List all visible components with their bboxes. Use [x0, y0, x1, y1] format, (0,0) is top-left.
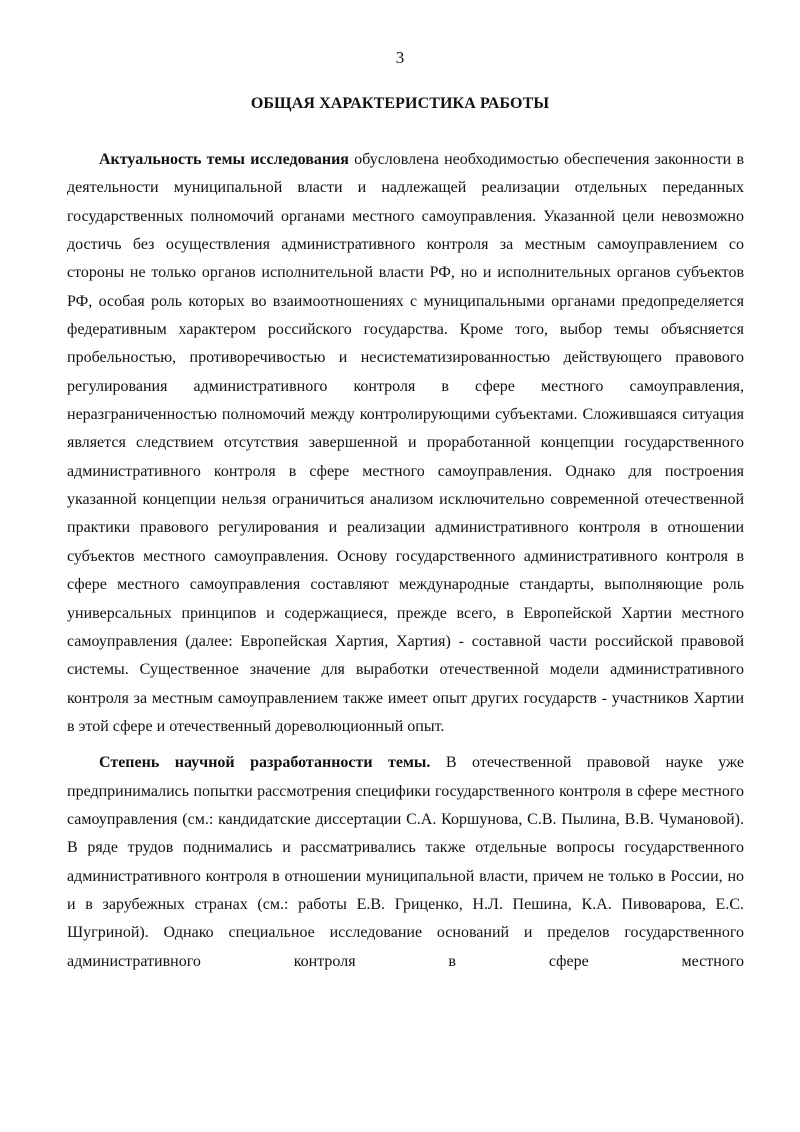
- paragraph-lead: Актуальность темы исследования: [99, 151, 349, 168]
- section-title: ОБЩАЯ ХАРАКТЕРИСТИКА РАБОТЫ: [250, 95, 550, 112]
- paragraph-text: В отечественной правовой науке уже предпринимались попытки рассмотрения специфики государственного контроля в сфере местного самоуправления (см.: кандидатские диссертации С.А. Коршунова, С.В. Пылина, В.В. Чумановой). В ряде трудов поднимались и рассматривались также отдельные вопросы государственного административного контроля в отношении муниципальной власти, причем не только в России, но и в зарубежных странах (см.: работы Е.В. Гриценко, Н.Л. Пешина, К.А. Пивоварова, Е.С. Шугриной). Однако специальное исследование оснований и пределов государственного административного контроля в сфере местного: [67, 754, 745, 970]
- page-number: 3: [395, 48, 405, 67]
- paragraph-lead: Степень научной разработанности темы.: [99, 754, 431, 772]
- paragraph-text: обусловлена необходимостью обеспечения законности в деятельности муниципальной власти и надлежащей реализации отдельных переданных государственных полномочий органами местного самоуправления. Указанной цели невозможно достичь без осуществления административного контроля за местным самоуправлением со стороны не только органов исполнительной власти РФ, но и исполнительных органов субъектов РФ, особая роль которых во взаимоотношениях с муниципальными органами предопределяется федеративным характером российского государства. Кроме того, выбор темы объясняется пробельностью, противоречивостью и несистематизированностью действующего правового регулирования административного контроля в сфере местного самоуправления, неразграниченностью полномочий между контролирующими субъектами. Сложившаяся ситуация является следствием отсутствия завершенной и проработанной концепции государственного административного контроля в сфере местного самоуправления. Однако для построения указанной концепции нельзя ограничиться анализом исключительно современной отечественной практики правового регулирования и реализации административного контроля в отношении субъектов местного самоуправления. Основу государственного административного контроля в сфере местного самоуправления составляют международные стандарты, выполняющие роль универсальных принципов и содержащиеся, прежде всего, в Европейской Хартии местного самоуправления (далее: Европейская Хартия, Хартия) - составной части российской правовой системы. Существенное значение для выработки отечественной модели административного контроля за местным самоуправлением также имеет опыт других государств - участников Хартии в этой сфере и отечественный дореволюционный опыт.: [67, 151, 745, 735]
- paragraph-degree-of-study: [67, 749, 744, 976]
- body-text: [67, 146, 744, 976]
- paragraph-relevance: [67, 146, 744, 741]
